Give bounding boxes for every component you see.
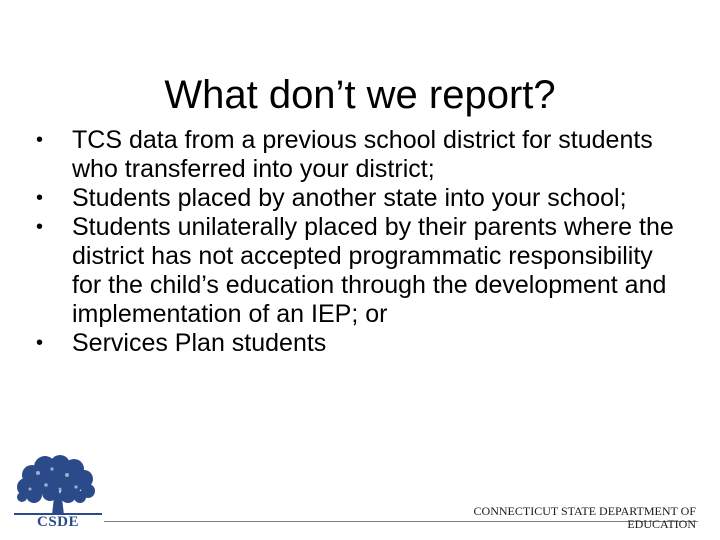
bullet-list (36, 126, 676, 358)
bullet-text: Students placed by another state into your school; (72, 184, 627, 212)
bullet-item (36, 184, 676, 213)
bullet-icon: • (36, 187, 44, 209)
bullet-icon: • (36, 216, 44, 238)
bullet-text: Students unilaterally placed by their parents where the district has not accepted programmatic responsibility for the child’s education through the development and implementation of an IEP; or (72, 213, 674, 328)
bullet-icon: • (36, 332, 44, 354)
bullet-item (36, 126, 676, 184)
department-name: CONNECTICUT STATE DEPARTMENT OF EDUCATION (473, 504, 696, 531)
bullet-item (36, 329, 676, 358)
bullet-text: Services Plan students (72, 329, 327, 357)
bullet-item (36, 213, 676, 329)
logo-text: CSDE (36, 514, 80, 527)
bullet-text: TCS data from a previous school district for students who transferred into your district; (72, 126, 653, 183)
oak-tree-logo-icon (12, 455, 104, 527)
bullet-icon: • (36, 129, 44, 151)
slide-title: What don’t we report? (164, 72, 556, 117)
